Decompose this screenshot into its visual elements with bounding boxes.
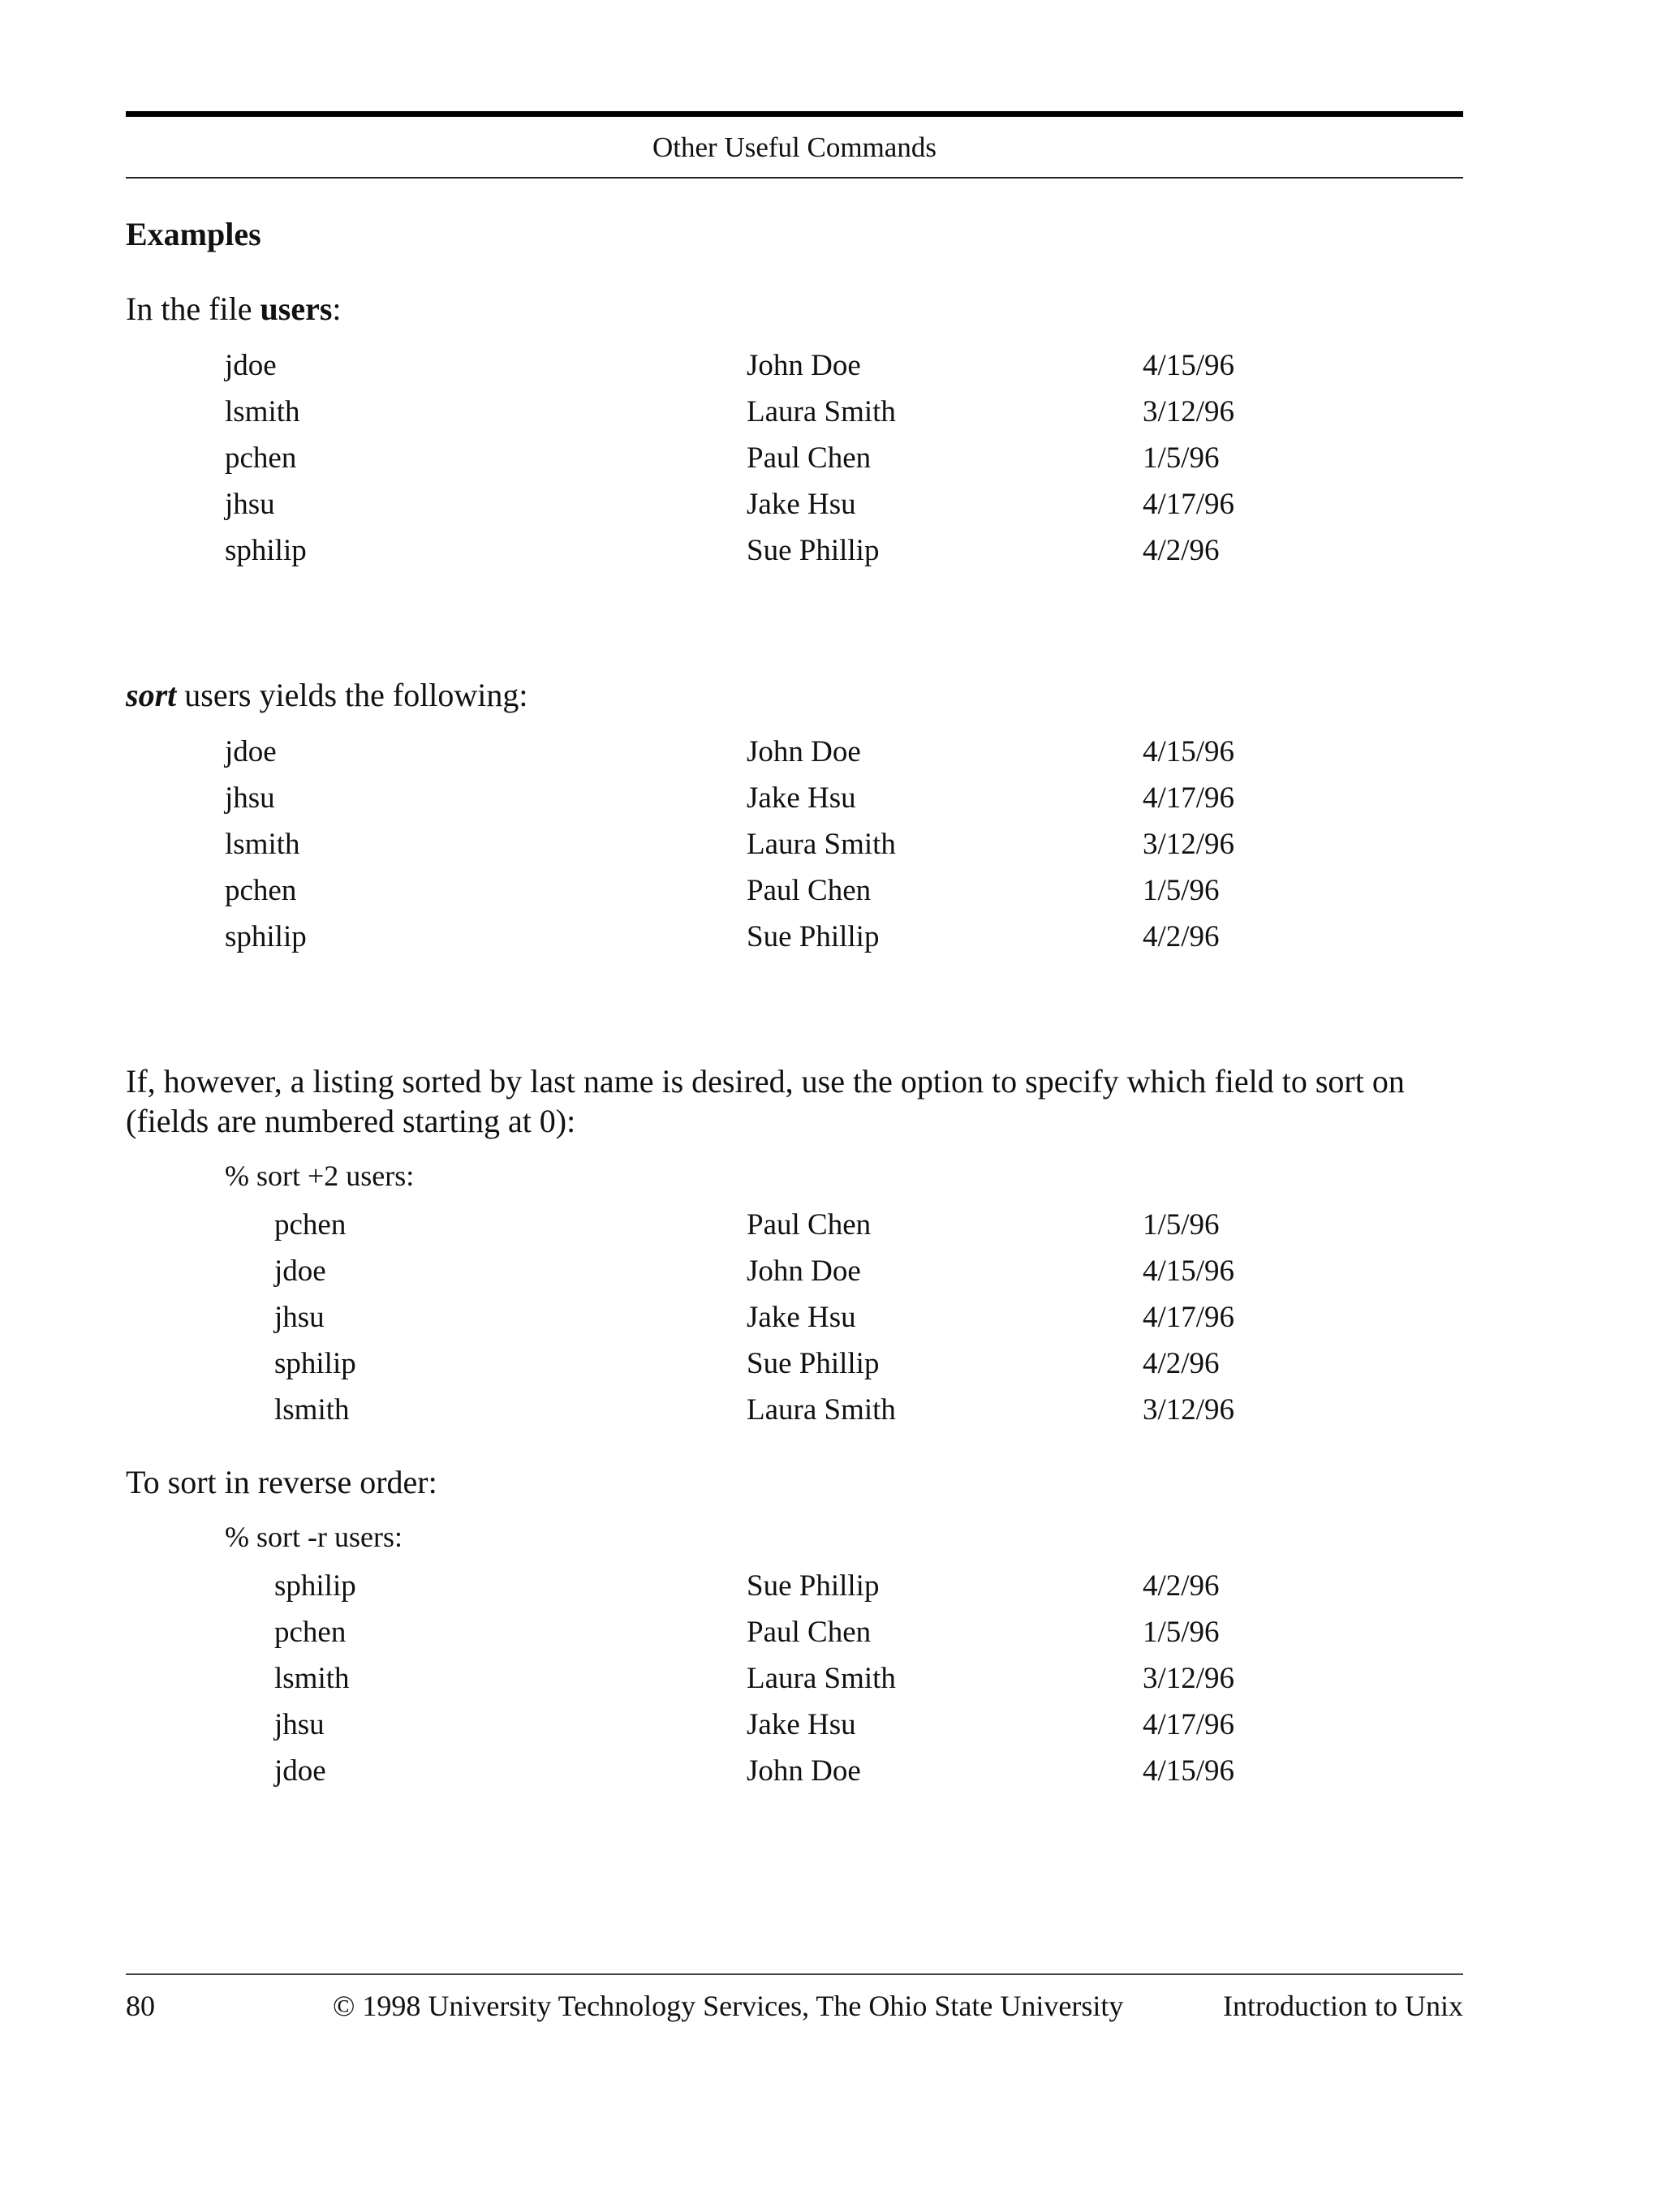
date: 4/2/96 [1143,1569,1220,1603]
intro-paragraph [126,289,342,329]
date: 1/5/96 [1143,1208,1220,1242]
username: jdoe [225,735,277,768]
username: sphilip [225,534,307,567]
username: jhsu [225,488,275,521]
date: 3/12/96 [1143,828,1235,861]
section-heading: Examples [126,216,261,252]
field-sort-line-1: If, however, a listing sorted by last name is desired, use the option to specify which field to sort on [126,1063,1405,1100]
footer-book-title: Introduction to Unix [1223,1990,1463,2022]
footer-rule [126,1973,1463,1975]
full-name: Paul Chen [747,441,872,475]
sort-field-command: % sort +2 users: [225,1160,415,1192]
full-name: Sue Phillip [747,534,880,567]
date: 1/5/96 [1143,1616,1220,1649]
header-top-rule [126,111,1463,117]
date: 1/5/96 [1143,874,1220,907]
username: pchen [225,441,297,475]
reverse-sort-paragraph: To sort in reverse order: [126,1464,437,1500]
full-name: Jake Hsu [747,781,856,815]
sort-intro-paragraph [126,675,528,716]
full-name: John Doe [747,1754,861,1788]
sort-command-name: sort [126,677,177,713]
username: jdoe [225,349,277,382]
intro-filename: users [260,290,333,327]
date: 4/2/96 [1143,1347,1220,1380]
username: sphilip [274,1347,356,1380]
username: pchen [274,1616,347,1649]
username: jhsu [274,1301,325,1334]
full-name: Jake Hsu [747,1301,856,1334]
username: sphilip [225,920,307,953]
full-name: John Doe [747,349,861,382]
date: 4/17/96 [1143,1708,1235,1741]
username: pchen [274,1208,347,1242]
full-name: Paul Chen [747,1616,872,1649]
field-sort-line-2: (fields are numbered starting at 0): [126,1103,576,1139]
intro-suffix: : [332,290,342,327]
username: jhsu [225,781,275,815]
field-sort-paragraph [126,1061,1463,1141]
date: 3/12/96 [1143,395,1235,428]
intro-prefix: In the file [126,290,260,327]
running-header-title: Other Useful Commands [652,131,936,163]
full-name: Sue Phillip [747,1569,880,1603]
full-name: Laura Smith [747,1393,896,1427]
date: 4/2/96 [1143,534,1220,567]
header-bottom-rule [126,177,1463,179]
full-name: Laura Smith [747,395,896,428]
date: 4/17/96 [1143,488,1235,521]
date: 3/12/96 [1143,1662,1235,1695]
date: 4/15/96 [1143,735,1235,768]
footer-copyright: © 1998 University Technology Services, The Ohio State University [333,1990,1124,2022]
date: 4/15/96 [1143,1754,1235,1788]
full-name: Paul Chen [747,1208,872,1242]
username: pchen [225,874,297,907]
username: sphilip [274,1569,356,1603]
page-number: 80 [126,1990,155,2022]
username: lsmith [274,1662,350,1695]
date: 3/12/96 [1143,1393,1235,1427]
date: 4/15/96 [1143,1254,1235,1288]
username: lsmith [225,828,300,861]
date: 4/17/96 [1143,1301,1235,1334]
username: jdoe [274,1754,326,1788]
full-name: Jake Hsu [747,1708,856,1741]
full-name: Sue Phillip [747,920,880,953]
sort-intro-text: users yields the following: [176,677,528,713]
full-name: Paul Chen [747,874,872,907]
sort-reverse-command: % sort -r users: [225,1521,403,1553]
full-name: John Doe [747,1254,861,1288]
date: 1/5/96 [1143,441,1220,475]
full-name: Jake Hsu [747,488,856,521]
date: 4/17/96 [1143,781,1235,815]
username: lsmith [274,1393,350,1427]
date: 4/2/96 [1143,920,1220,953]
username: jdoe [274,1254,326,1288]
date: 4/15/96 [1143,349,1235,382]
username: jhsu [274,1708,325,1741]
username: lsmith [225,395,300,428]
full-name: Sue Phillip [747,1347,880,1380]
full-name: John Doe [747,735,861,768]
full-name: Laura Smith [747,828,896,861]
full-name: Laura Smith [747,1662,896,1695]
